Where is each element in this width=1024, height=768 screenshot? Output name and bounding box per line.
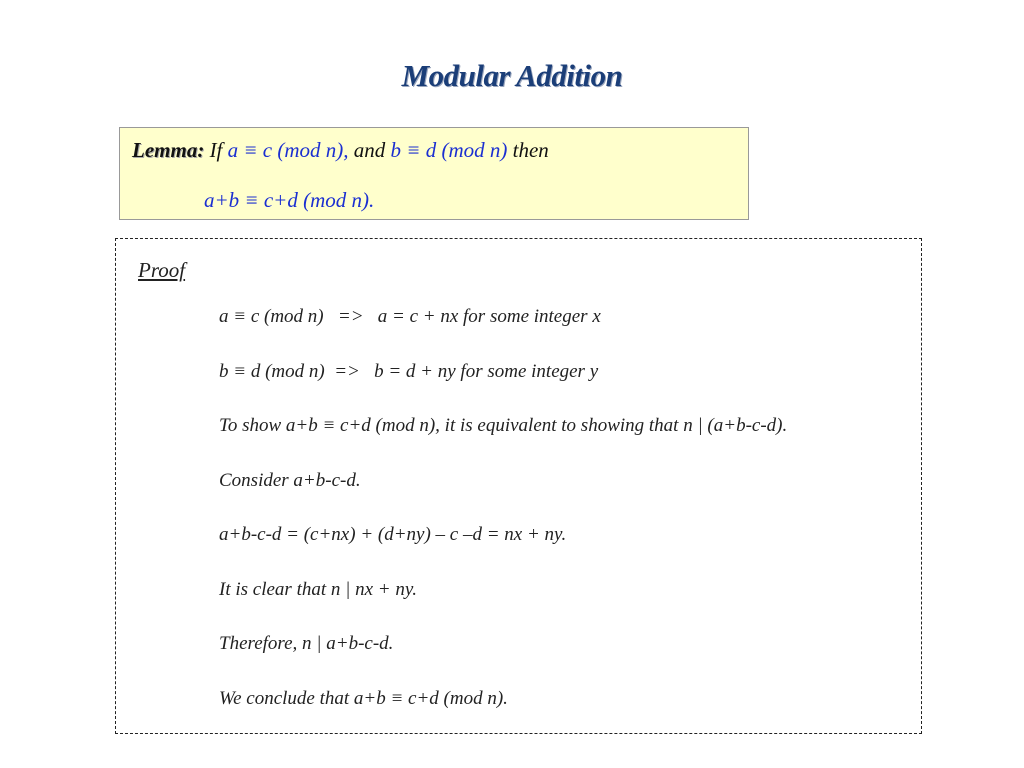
lemma-hypothesis-2: b ≡ d (mod n) (390, 138, 508, 162)
proof-heading: Proof (138, 258, 186, 282)
proof-step-7: Therefore, n | a+b-c-d. (219, 633, 394, 654)
lemma-conclusion: a+b ≡ c+d (mod n) (204, 188, 369, 212)
lemma-hypothesis-1: a ≡ c (mod n), (227, 138, 349, 162)
proof-step-1: a ≡ c (mod n) => a = c + nx for some integer x (219, 306, 601, 327)
proof-step-3: To show a+b ≡ c+d (mod n), it is equivalent to showing that n | (a+b-c-d). (219, 415, 788, 436)
lemma-if: If (209, 138, 223, 162)
lemma-conclusion-line (204, 188, 374, 213)
lemma-period: . (369, 188, 375, 212)
proof-box (115, 238, 922, 734)
lemma-then: then (512, 138, 549, 162)
proof-step-4: Consider a+b-c-d. (219, 470, 361, 491)
lemma-box (119, 127, 749, 220)
slide-title: Modular Addition (401, 58, 623, 93)
lemma-statement-line (132, 138, 549, 163)
proof-step-6: It is clear that n | nx + ny. (219, 579, 417, 600)
proof-step-2: b ≡ d (mod n) => b = d + ny for some integer y (219, 361, 599, 382)
lemma-label: Lemma: (132, 138, 205, 162)
lemma-and: and (353, 138, 386, 162)
proof-step-5: a+b-c-d = (c+nx) + (d+ny) – c –d = nx + ny. (219, 524, 567, 545)
proof-step-8: We conclude that a+b ≡ c+d (mod n). (219, 688, 508, 709)
